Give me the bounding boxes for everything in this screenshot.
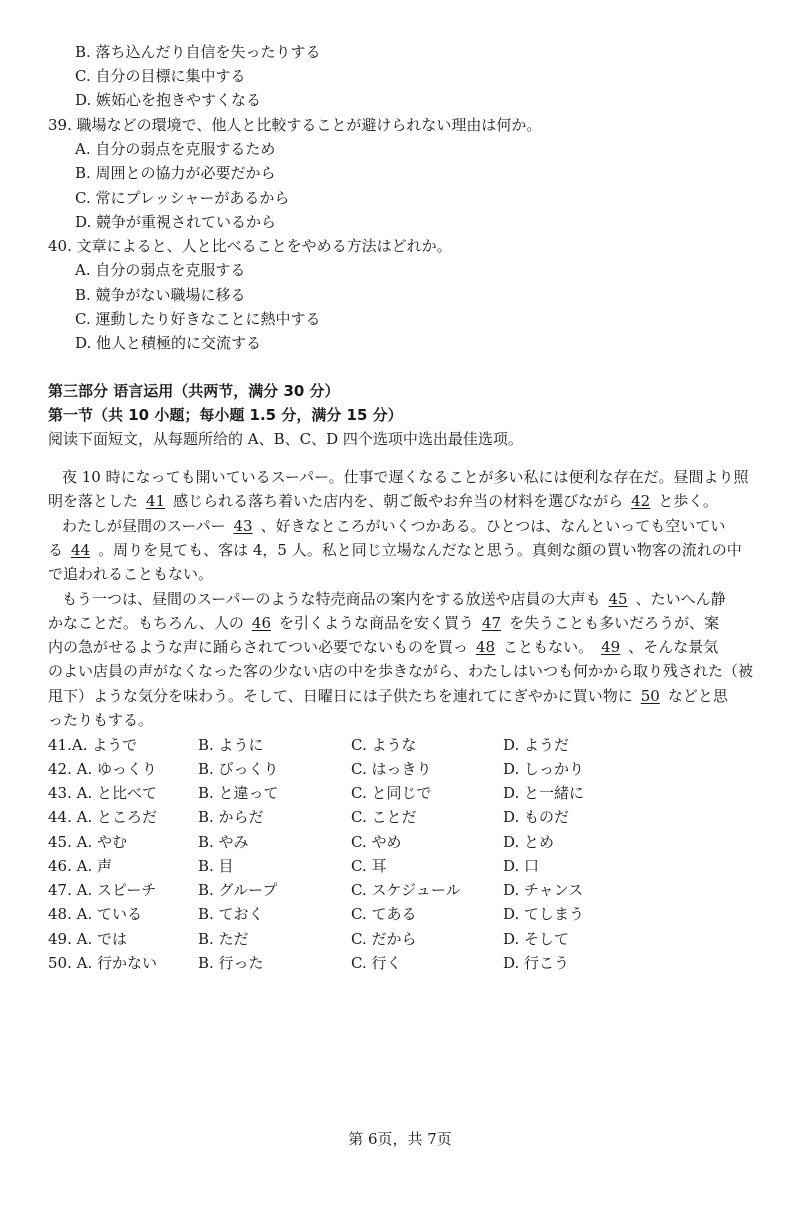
answer-b: B. グループ — [198, 881, 278, 899]
passage-text: 明を落とした — [48, 492, 139, 510]
answer-c: C. はっきり — [351, 760, 432, 778]
passage-text: 感じられる落ち着いた店内を、朝ご飯やお弁当の材料を選びながら — [173, 492, 624, 510]
passage-text: 、たいへん静 — [635, 590, 726, 608]
blank-49: 49 — [601, 638, 621, 656]
q40-option-a: A. 自分の弱点を克服する — [75, 261, 246, 279]
passage-line — [48, 613, 719, 633]
passage-line — [48, 637, 718, 657]
passage-line — [62, 516, 725, 536]
passage-text: もう一つは、昼間のスーパーのような特売商品の案内をする放送や店員の大声も — [62, 590, 601, 608]
part-title: 第三部分 语言运用（共两节，满分 30 分） — [48, 382, 340, 400]
answer-c: C. ような — [351, 736, 417, 754]
answer-d: D. とめ — [503, 833, 555, 851]
answer-c: C. スケジュール — [351, 881, 461, 899]
passage-line — [62, 589, 726, 609]
passage-text: と歩く。 — [658, 492, 718, 510]
answer-c: C. やめ — [351, 833, 402, 851]
answer-b: B. 目 — [198, 857, 234, 875]
blank-42: 42 — [631, 492, 651, 510]
q38-option-b: B. 落ち込んだり自信を失ったりする — [75, 43, 321, 61]
answer-b: B. 行った — [198, 954, 264, 972]
answer-d: D. てしまう — [503, 905, 585, 923]
answer-d: D. ようだ — [503, 736, 570, 754]
answer-a: 43. A. と比べて — [48, 784, 157, 802]
blank-43: 43 — [233, 517, 253, 535]
passage-line: のよい店員の声がなくなった客の少ない店の中を歩きながら、わたしはいつも何かから取り残された（被 — [48, 662, 754, 680]
passage-text: 、好きなところがいくつかある。ひとつは、なんといっても空いてい — [260, 517, 726, 535]
answer-d: D. 行こう — [503, 954, 570, 972]
answer-a: 50. A. 行かない — [48, 954, 157, 972]
blank-50: 50 — [640, 687, 660, 705]
answer-d: D. しっかり — [503, 760, 585, 778]
answer-d: D. ものだ — [503, 808, 570, 826]
page-footer: 第 6页，共 7页 — [348, 1130, 452, 1148]
answer-d: D. チャンス — [503, 881, 584, 899]
passage-text: を失うことも多いだろうが、案 — [509, 614, 720, 632]
blank-48: 48 — [476, 638, 496, 656]
passage-line — [48, 491, 718, 511]
answer-d: D. そして — [503, 930, 570, 948]
answer-d: D. と一緒に — [503, 784, 585, 802]
blank-46: 46 — [251, 614, 271, 632]
answer-c: C. てある — [351, 905, 417, 923]
answer-d: D. 口 — [503, 857, 540, 875]
blank-41: 41 — [146, 492, 166, 510]
passage-text: 甩下）ような気分を味わう。そして、日曜日には子供たちを連れてにぎやかに買い物に — [48, 687, 633, 705]
answer-b: B. からだ — [198, 808, 264, 826]
passage-line: で追われることもない。 — [48, 565, 214, 583]
answer-b: B. ておく — [198, 905, 264, 923]
answer-b: B. ただ — [198, 930, 249, 948]
answer-a: 45. A. やむ — [48, 833, 127, 851]
answer-b: B. やみ — [198, 833, 249, 851]
passage-text: 、そんな景気 — [628, 638, 719, 656]
answer-b: B. と違って — [198, 784, 279, 802]
answer-c: C. だから — [351, 930, 417, 948]
blank-47: 47 — [482, 614, 502, 632]
answer-a: 47. A. スピーチ — [48, 881, 157, 899]
answer-a: 42. A. ゆっくり — [48, 760, 157, 778]
answer-c: C. と同じで — [351, 784, 432, 802]
answer-a: 48. A. ている — [48, 905, 142, 923]
q38-option-c: C. 自分の目標に集中する — [75, 67, 246, 85]
passage-text: る — [48, 541, 64, 559]
passage-text: わたしが昼間のスーパー — [62, 517, 226, 535]
q39-stem: 39. 職場などの環境で、他人と比較することが避けられない理由は何か。 — [48, 116, 542, 134]
answer-a: 41.A. ようで — [48, 736, 138, 754]
q39-option-d: D. 競争が重視されているから — [75, 213, 277, 231]
q40-option-c: C. 運動したり好きなことに熱中する — [75, 310, 321, 328]
q38-option-d: D. 嫉妬心を抱きやすくなる — [75, 91, 262, 109]
blank-45: 45 — [608, 590, 628, 608]
passage-line — [48, 686, 728, 706]
subsection-title: 第一节（共 10 小题；每小题 1.5 分，满分 15 分） — [48, 406, 403, 424]
answer-b: B. びっくり — [198, 760, 279, 778]
q39-option-a: A. 自分の弱点を克服するため — [75, 140, 276, 158]
passage-text: かなことだ。もちろん、人の — [48, 614, 244, 632]
passage-line — [48, 540, 742, 560]
answer-c: C. 行く — [351, 954, 402, 972]
passage-text: などと思 — [667, 687, 728, 705]
passage-text: 内の急がせるような声に踊らされてつい必要でないものを買っ — [48, 638, 469, 656]
q40-option-b: B. 競争がない職場に移る — [75, 286, 246, 304]
instruction-text: 阅读下面短文，从每题所给的 A、B、C、D 四个选项中选出最佳选项。 — [48, 430, 523, 448]
q40-stem: 40. 文章によると、人と比べることをやめる方法はどれか。 — [48, 237, 452, 255]
q39-option-c: C. 常にプレッシャーがあるから — [75, 189, 290, 207]
passage-text: 。周りを見ても、客は 4，5 人。私と同じ立場なんだなと思う。真剣な顔の買い物客の流れの中 — [98, 541, 742, 559]
q40-option-d: D. 他人と積極的に交流する — [75, 334, 262, 352]
answer-a: 46. A. 声 — [48, 857, 112, 875]
blank-44: 44 — [71, 541, 91, 559]
passage-text: を引くような商品を安く買う — [279, 614, 475, 632]
answer-c: C. ことだ — [351, 808, 417, 826]
q39-option-b: B. 周囲との協力が必要だから — [75, 164, 276, 182]
passage-line: 夜 10 時になっても開いているスーパー。仕事で遅くなることが多い私には便利な存在だ。昼間より照 — [62, 468, 749, 486]
answer-a: 49. A. では — [48, 930, 127, 948]
answer-a: 44. A. ところだ — [48, 808, 157, 826]
answer-b: B. ように — [198, 736, 264, 754]
answer-c: C. 耳 — [351, 857, 387, 875]
passage-text: こともない。 — [503, 638, 594, 656]
passage-line: ったりもする。 — [48, 711, 154, 729]
